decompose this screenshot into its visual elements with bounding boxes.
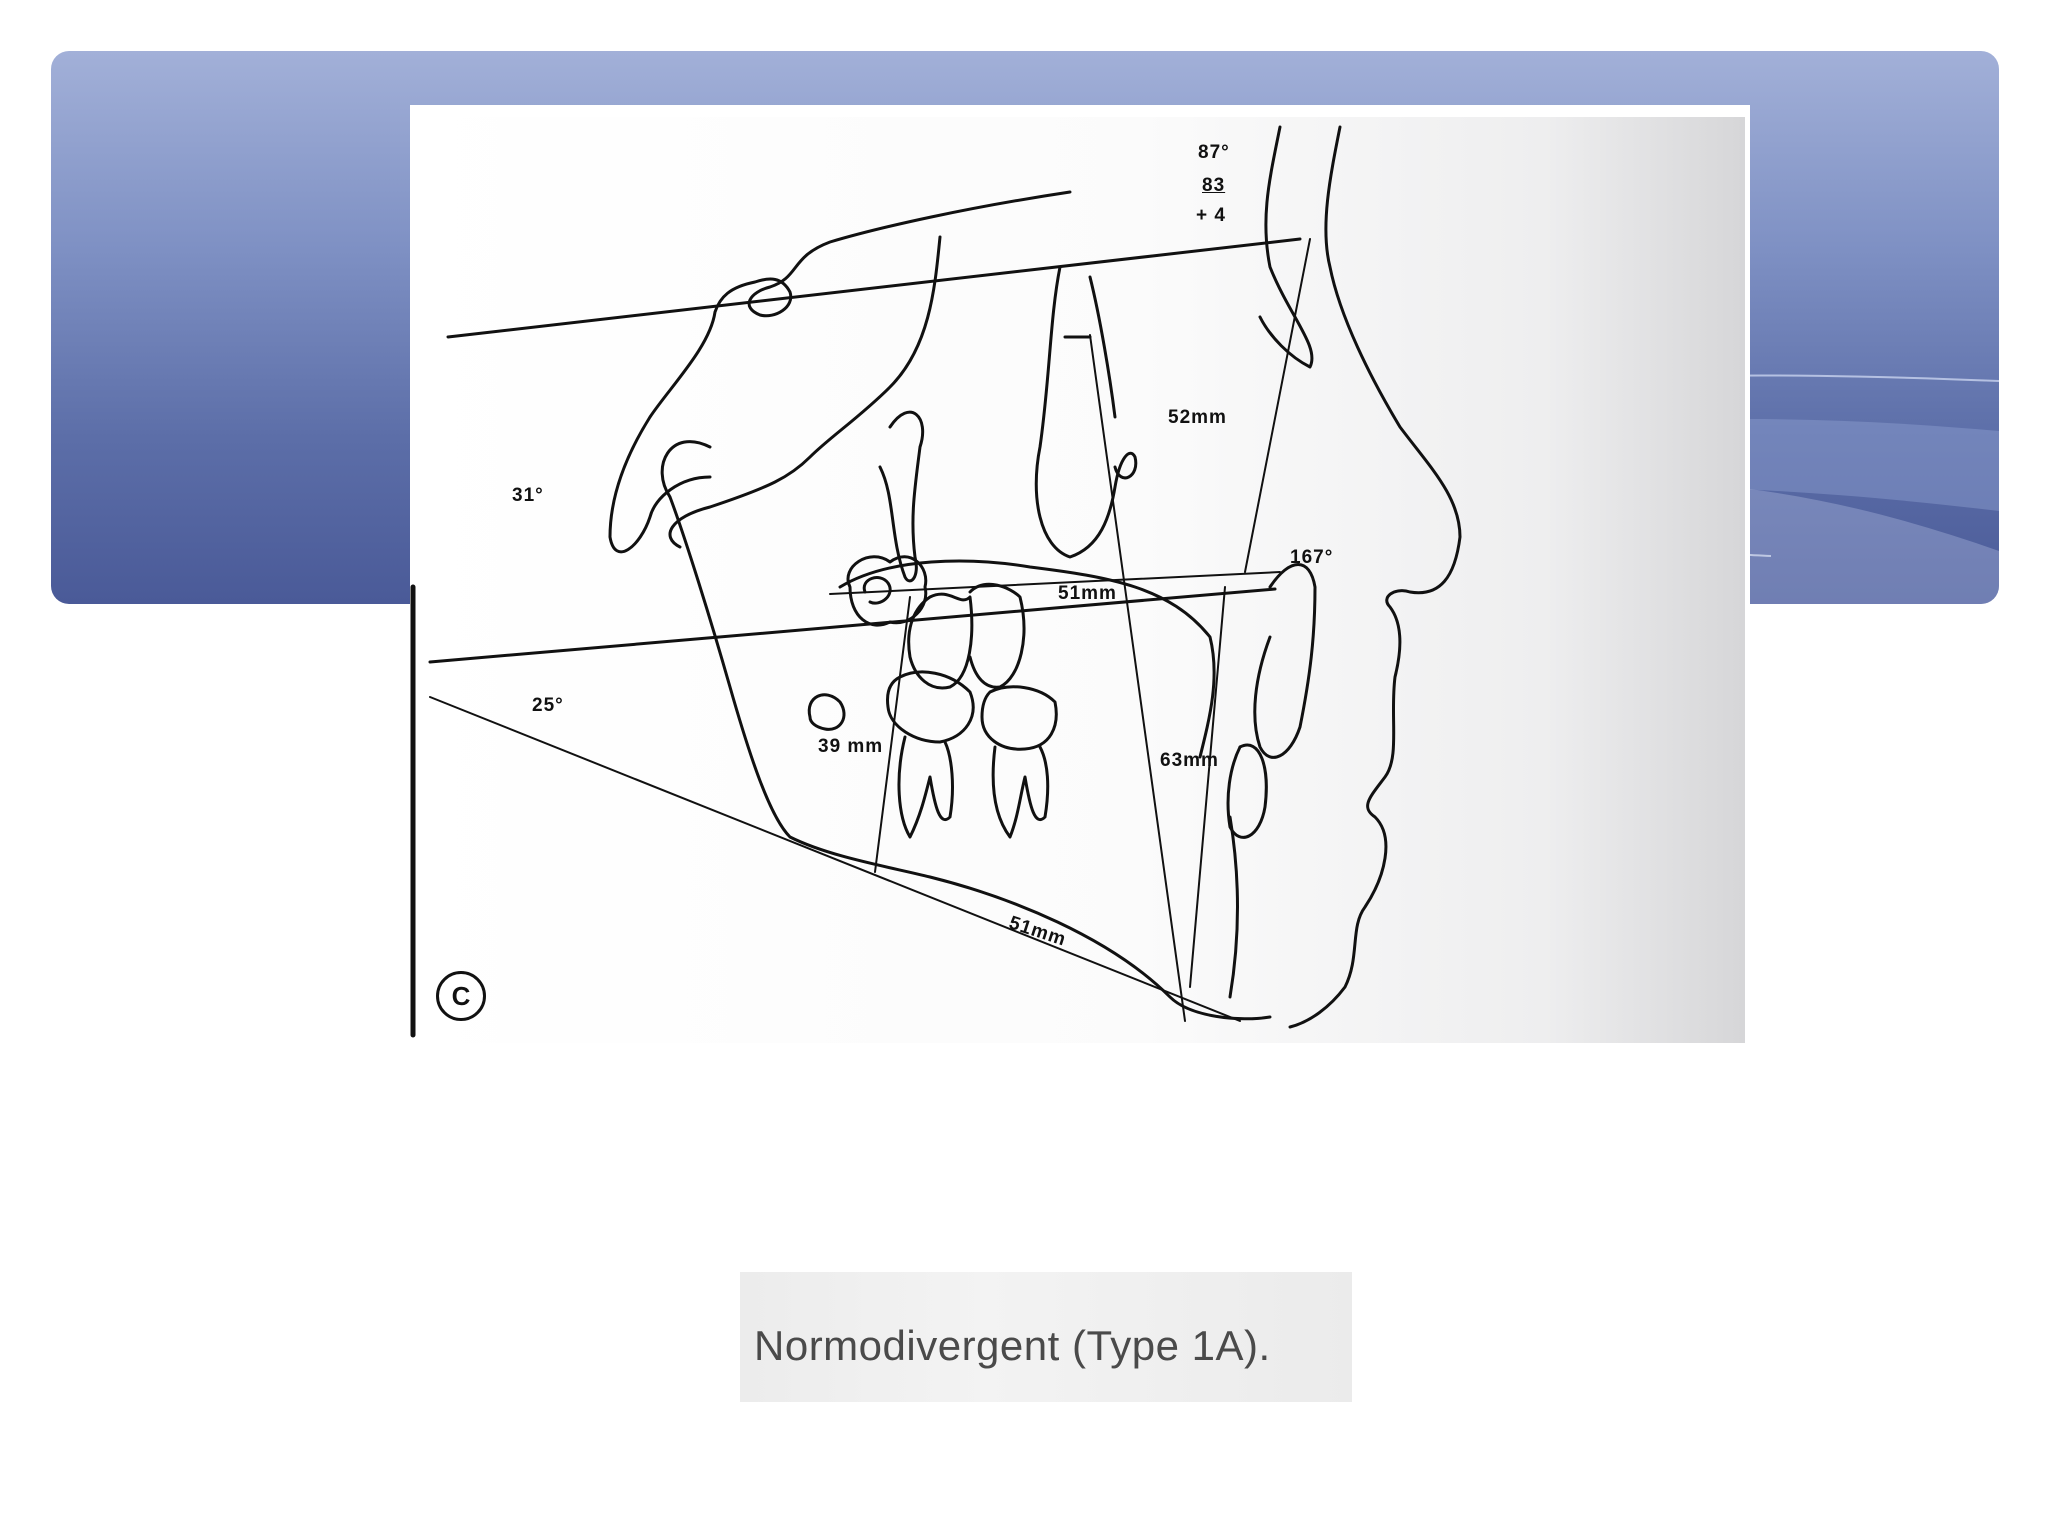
- figure-image: [410, 117, 1745, 1043]
- angle-31-label: 31°: [512, 485, 544, 506]
- length-52mm-label: 52mm: [1168, 407, 1227, 428]
- length-63mm-label: 63mm: [1160, 750, 1219, 771]
- figure-corner-label: C: [436, 971, 486, 1021]
- angle-25-label: 25°: [532, 695, 564, 716]
- cephalometric-tracing-icon: [410, 117, 1745, 1043]
- angle-167-label: 167°: [1290, 547, 1334, 568]
- length-39mm-label: 39 mm: [818, 736, 884, 757]
- sn-line: [448, 239, 1300, 337]
- cephalometric-figure: [410, 105, 1750, 1043]
- caption-text: Normodivergent (Type 1A).: [754, 1322, 1271, 1369]
- length-51mm-lower-label: 51mm: [1006, 912, 1069, 951]
- value-83-label: 83: [1202, 175, 1226, 196]
- angle-87-label: 87°: [1198, 142, 1230, 163]
- caption-box: [740, 1272, 1352, 1402]
- difference-label: + 4: [1196, 205, 1226, 226]
- length-51mm-upper-label: 51mm: [1058, 583, 1117, 604]
